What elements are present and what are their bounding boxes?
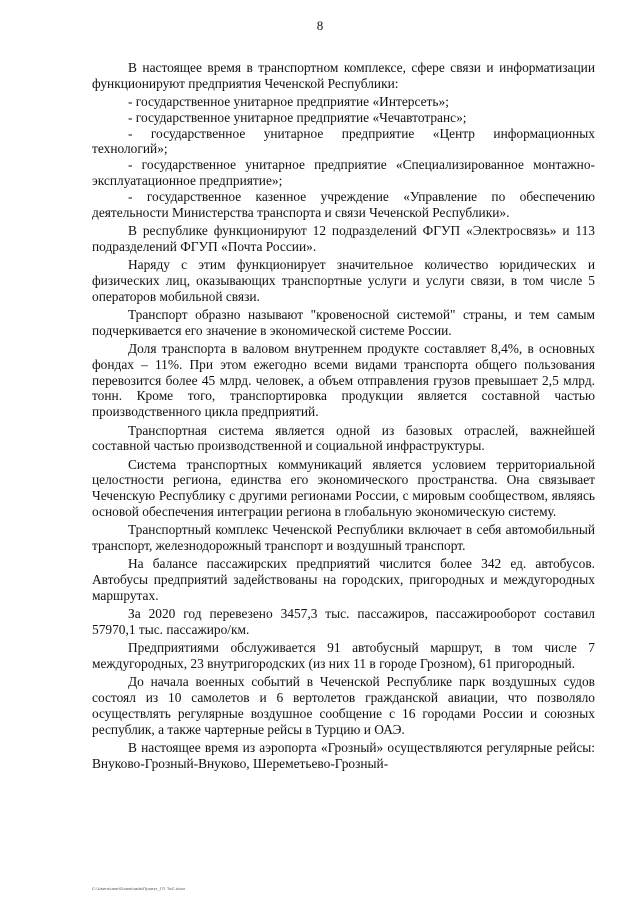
paragraph: На балансе пассажирских предприятий числится более 342 ед. автобусов. Автобусы предприятий задействованы на городских, пригородных и междугородных маршрутах. [92,556,595,603]
list-item: - государственное унитарное предприятие «Интерсеть»; [128,94,449,110]
page-number: 8 [316,18,324,33]
paragraph: В республике функционируют 12 подразделений ФГУП «Электросвязь» и 113 подразделений ФГУП «Почта России». [92,222,595,254]
list-item: - государственное унитарное предприятие «Специализированное монтажно-эксплуатационное предприятие»; [92,157,595,189]
document-body [92,60,595,774]
paragraph: Доля транспорта в валовом внутреннем продукте составляет 8,4%, в основных фондах – 11%. При этом ежегодно всеми видами транспорта общего пользования перевозится более 45 млрд. человек, а объем отправления грузов превышает 2,5 млрд. тонн. Кроме того, транспортировка продукции является составной частью производственного цикла предприятий. [92,341,595,420]
paragraph: Транспортная система является одной из базовых отраслей, важнейшей составной частью производственной и социальной инфраструктуры. [92,422,595,454]
paragraph: В настоящее время из аэропорта «Грозный» осуществляются регулярные рейсы: Внуково-Грозный-Внуково, Шереметьево-Грозный- [92,740,595,771]
paragraph: В настоящее время в транспортном комплексе, сфере связи и информатизации функционируют предприятия Чеченской Республики: [92,60,595,91]
paragraph: Предприятиями обслуживается 91 автобусный маршрут, в том числе 7 междугородных, 23 внутригородских (из них 11 в городе Грозном), 61 пригородный. [92,640,595,672]
paragraph: За 2020 год перевезено 3457,3 тыс. пассажиров, пассажирооборот составил 57970,1 тыс. пассажиро/км. [92,606,595,638]
list-item: - государственное казенное учреждение «Управление по обеспечению деятельности Министерства транспорта и связи Чеченской Республики». [92,188,595,220]
list-item: - государственное унитарное предприятие «Центр информационных технологий»; [92,125,595,157]
paragraph: Система транспортных коммуникаций является условием территориальной целостности региона, единства его экономического пространства. Она связывает Чеченскую Республику с другими регионами России, с мировым сообществом, являясь основой обеспечения интеграции региона в глобальную экономическую систему. [92,456,595,520]
paragraph: Транспорт образно называют "кровеносной системой" страны, и тем самым подчеркивается его значение в экономической системе России. [92,306,595,338]
list-item: - государственное унитарное предприятие «Чечавтотранс»; [128,109,467,125]
paragraph: Транспортный комплекс Чеченской Республики включает в себя автомобильный транспорт, железнодорожный транспорт и воздушный транспорт. [92,522,595,554]
file-path-footer: С:\Users\user\Downloads\Проект_ГП ТиС.docx [92,886,186,891]
paragraph: До начала военных событий в Чеченской Республике парк воздушных судов состоял из 10 самолетов и 6 вертолетов гражданской авиации, что позволяло осуществлять регулярные воздушное сообщение с 16 городами России и союзных республик, а также чартерные рейсы в Турцию и ОАЭ. [92,674,595,737]
paragraph: Наряду с этим функционирует значительное количество юридических и физических лиц, оказывающих транспортные услуги и услуги связи, в том числе 5 операторов мобильной связи. [92,257,595,304]
